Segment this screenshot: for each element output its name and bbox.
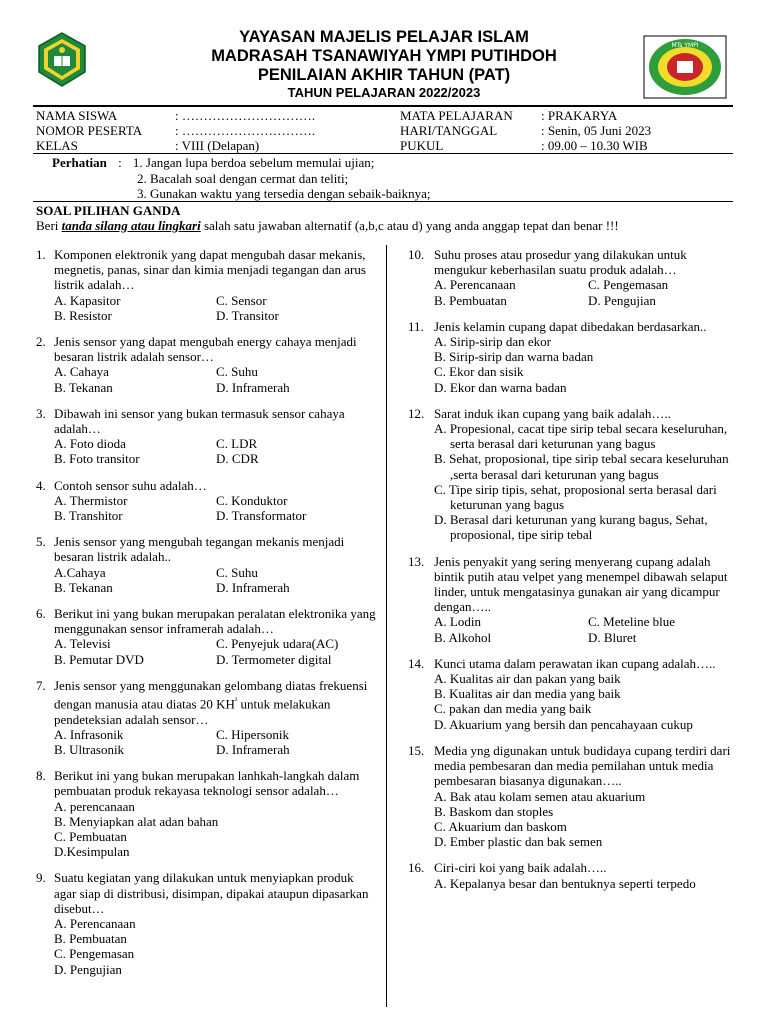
answer-option[interactable]: C. Pengemasan [588,277,669,293]
notes-label: Perhatian [52,155,107,170]
answer-option[interactable]: A. Kepalanya besar dan bentuknya seperti terpedo [434,875,696,891]
question-text: Suatu kegiatan yang dilakukan untuk menyiapkan produk agar siap di distribusi, disimpan, dipakai ataupun dipasarkan disebut… [54,870,369,916]
answer-option[interactable]: C. Penyejuk udara(AC) [216,636,339,652]
question-item [408,247,738,308]
attention-notes: Perhatian : 1. Jangan lupa berdoa sebelum memulai ujian; 2. Bacalah soal dengan cermat dan teliti; 3. Gunakan waktu yang tersedia dengan sebaik-baiknya; [52,155,431,201]
answer-option[interactable]: B. Tekanan [54,379,113,395]
question-number: 15. [408,742,425,758]
question-number: 13. [408,553,425,569]
question-number: 16. [408,860,425,876]
answer-option[interactable]: A. Perencanaan [54,916,136,932]
question-text: Berikut ini yang bukan merupakan lanhkah-langkah dalam pembuatan produk rekayasa teknologi sensor adalah… [54,768,360,799]
question-text: Jenis sensor yang dapat mengubah energy cahaya menjadi besaran listrik adalah sensor… [54,334,357,365]
answer-option[interactable]: D. Transformator [216,508,307,524]
answer-option[interactable]: B. Tekanan [54,579,113,595]
info-hari-value: : Senin, 05 Juni 2023 [541,123,652,138]
answer-option[interactable]: B. Ultrasonik [54,742,125,758]
info-pukul-value: : 09.00 – 10.30 WIB [541,138,648,153]
answer-option[interactable]: A. Foto dioda [54,436,126,452]
questions-left-column [36,247,376,988]
info-mapel-value: : PRAKARYA [541,108,618,123]
question-text: Jenis kelamin cupang dapat dibedakan berdasarkan.. [434,318,707,334]
answer-option[interactable]: A. Televisi [54,636,111,652]
foundation-name: YAYASAN MAJELIS PELAJAR ISLAM [239,28,529,46]
question-number: 1. [36,247,46,262]
notes-rule [33,201,733,202]
question-item [36,678,376,757]
answer-option[interactable]: A. Infrasonik [54,726,124,742]
answer-option[interactable]: A. Thermistor [54,492,128,508]
answer-option[interactable]: B. Baskom dan stoples [434,803,554,819]
info-pukul-label: PUKUL [400,138,444,153]
question-item [36,768,376,859]
answer-option[interactable]: B. Transhitor [54,508,123,524]
info-kelas-label: KELAS [36,138,78,153]
answer-option[interactable]: B. Sirip-sirip dan warna badan [434,349,594,365]
answer-option[interactable]: C. Suhu [216,364,258,380]
answer-option[interactable]: D. Inframerah [216,742,290,758]
question-item [36,247,376,323]
answer-option[interactable]: C. Pembuatan [54,829,127,845]
answer-option[interactable]: C. Tipe sirip tipis, sehat, proposional serta berasal dari keturunan yang bagus [434,481,717,513]
answer-option[interactable]: D. Bluret [588,629,637,645]
answer-option[interactable]: C. Akuarium dan baskom [434,818,567,834]
answer-option[interactable]: C. Pengemasan [54,946,135,962]
answer-option[interactable]: B. Resistor [54,307,112,323]
info-hari-label: HARI/TANGGAL [400,123,498,138]
question-item [408,554,738,645]
question-number: 14. [408,655,425,671]
question-text: Kunci utama dalam perawatan ikan cupang adalah….. [434,655,716,671]
note-item: 1. Jangan lupa berdoa sebelum memulai ujian; [132,155,375,170]
info-nomor-label: NOMOR PESERTA [36,123,143,138]
answer-option[interactable]: C. Suhu [216,564,258,580]
answer-option[interactable]: C. Hipersonik [216,726,289,742]
answer-option[interactable]: C. pakan dan media yang baik [434,701,592,717]
info-nama-label: NAMA SISWA [36,108,118,123]
question-item [408,406,738,543]
info-mapel-label: MATA PELAJARAN [400,108,513,123]
exam-name: PENILAIAN AKHIR TAHUN (PAT) [257,66,511,84]
answer-option[interactable]: A. Lodin [434,614,481,630]
answer-option[interactable]: D. CDR [216,451,259,467]
answer-option[interactable]: A.Cahaya [54,564,106,580]
answer-option[interactable]: D.Kesimpulan [54,844,130,860]
answer-option[interactable]: B. Menyiapkan alat adan bahan [54,813,219,829]
answer-option[interactable]: C. LDR [216,436,258,452]
question-text: Contoh sensor suhu adalah… [54,477,207,493]
question-number: 3. [36,405,46,421]
question-text: Komponen elektronik yang dapat mengubah dasar mekanis, megnetis, panas, sinar dan kimia menjadi tegangan dan arus listrik adalah… [54,247,366,293]
answer-option[interactable]: C. Sensor [216,292,267,308]
info-nama-value[interactable]: : …………………………. [175,108,316,123]
question-text: Media yng digunakan untuk budidaya cupang terdiri dari media pembesaran dan media pemilahan untuk media pembesaran biasanya digunakan….. [434,742,731,789]
answer-option[interactable]: A. Kapasitor [54,292,121,308]
school-name: MADRASAH TSANAWIYAH YMPI PUTIHDOH [211,47,557,65]
answer-option[interactable]: A. Propesional, cacat tipe sirip tebal secara keseluruhan, serta berasal dari keturunan yang bagus [434,421,728,452]
answer-option[interactable]: B. Pembuatan [54,931,127,947]
answer-option[interactable]: A. Kualitas air dan pakan yang baik [434,671,621,687]
question-number: 11. [408,318,424,334]
answer-option[interactable]: D. Akuarium yang bersih dan pencahayaan cukup [434,716,693,732]
question-item [36,334,376,395]
info-nomor-value[interactable]: : …………………………. [175,123,316,138]
question-number: 2. [36,334,46,350]
info-kelas-value: : VIII (Delapan) [175,138,260,153]
emblem-text: MTs YMPI [671,42,699,49]
answer-option[interactable]: D. Pengujian [54,961,122,977]
answer-option[interactable]: B. Pemutar DVD [54,651,144,667]
question-item [408,319,738,395]
answer-option[interactable]: B. Sehat, proposional, tipe sirip tebal secara keseluruhan ,serta berasal dari keturunan yang bagus [434,451,729,482]
answer-option[interactable]: D. Berasal dari keturunan yang kurang bagus, Sehat, proposional, tipe sirip tebal [434,512,708,543]
question-item [36,478,376,524]
note-item: 3. Gunakan waktu yang tersedia dengan sebaik-baiknya; [137,186,431,201]
answer-option[interactable]: D. Termometer digital [216,651,332,667]
answer-option[interactable]: A. Sirip-sirip dan ekor [434,334,551,350]
question-item [36,870,376,976]
answer-option[interactable]: B. Pembuatan [434,292,507,308]
question-item [36,606,376,667]
column-divider [386,245,387,1007]
answer-option[interactable]: D. Inframerah [216,379,290,395]
question-text: Sarat induk ikan cupang yang baik adalah….. [434,405,671,421]
answer-option[interactable]: C. Ekor dan sisik [434,364,524,380]
question-text: Suhu proses atau prosedur yang dilakukan untuk mengukur keberhasilan suatu produk adalah… [434,247,687,278]
question-number: 9. [36,870,46,886]
question-item [408,656,738,732]
question-number: 7. [36,677,46,693]
question-number: 6. [36,606,46,622]
question-text: Jenis sensor yang mengubah tegangan mekanis menjadi besaran listrik adalah.. [54,534,345,565]
header-rule [33,105,733,107]
question-text: Dibawah ini sensor yang bukan termasuk sensor cahaya adalah… [54,405,345,437]
question-item [36,406,376,467]
answer-option[interactable]: D. Inframerah [216,579,290,595]
info-rule [33,153,733,154]
answer-option[interactable]: D. Pengujian [588,292,656,308]
answer-option[interactable]: D. Ekor dan warna badan [434,379,567,395]
school-emblem-icon [643,35,727,99]
question-item [408,860,738,890]
answer-option[interactable]: C. Meteline blue [588,614,676,630]
answer-option[interactable]: A. Bak atau kolam semen atau akuarium [434,788,646,804]
answer-option[interactable]: D. Transitor [216,307,279,323]
question-item [408,743,738,849]
question-number: 5. [36,534,46,550]
section-title: SOAL PILIHAN GANDA [36,203,181,218]
question-text: Jenis sensor yang menggunakan gelombang diatas frekuensi dengan manusia atau diatas 20 $KH^{^2}$ untuk melakukan pendeteksian adalah sensor… [54,677,368,727]
answer-option[interactable]: A. perencanaan [54,798,135,814]
answer-option[interactable]: A. Cahaya [54,364,109,380]
answer-option[interactable]: D. Ember plastic dan bak semen [434,834,603,850]
question-number: 10. [408,247,425,262]
section-instruction: Beri tanda silang atau lingkari salah satu jawaban alternatif (a,b,c atau d) yang anda anggap tepat dan benar !!! [36,218,619,233]
question-text: Berikut ini yang bukan merupakan peralatan elektronika yang menggunakan sensor inframerah adalah… [54,606,376,637]
answer-option[interactable]: B. Alkohol [434,629,492,645]
answer-option[interactable]: B. Kualitas air dan media yang baik [434,686,621,702]
question-item [36,534,376,595]
exam-header [0,0,768,105]
note-item: 2. Bacalah soal dengan cermat dan teliti; [137,170,349,186]
question-number: 12. [408,405,425,421]
answer-option[interactable]: C. Konduktor [216,492,288,508]
academic-year: TAHUN PELAJARAN 2022/2023 [287,85,481,100]
questions-right-column [408,247,738,902]
question-text: Ciri-ciri koi yang baik adalah….. [434,860,607,876]
answer-option[interactable]: A. Perencanaan [434,277,516,293]
question-number: 4. [36,477,46,493]
question-number: 8. [36,768,46,784]
answer-option[interactable]: B. Foto transitor [54,451,140,467]
question-text: Jenis penyakit yang sering menyerang cupang adalah bintik putih atau velpet yang menempel dibawah selaput linder, untuk mengatasinya gunakan air yang dicampur dengan….. [434,553,728,615]
